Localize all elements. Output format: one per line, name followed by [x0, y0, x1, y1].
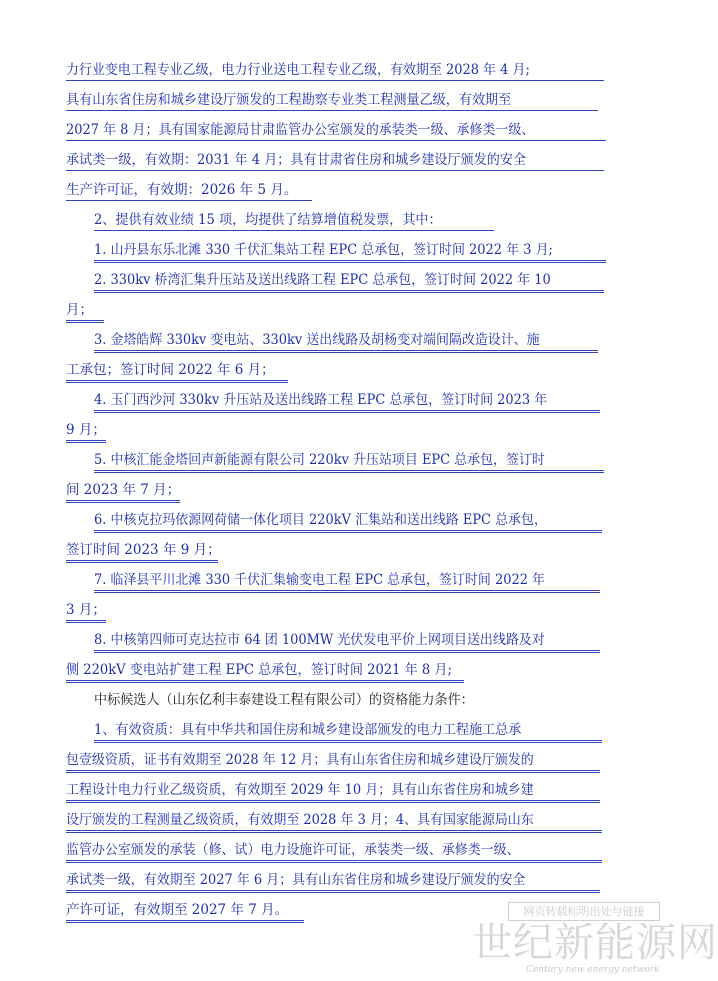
link-underline: [94, 650, 600, 653]
text-line: 1. 山丹县东乐北滩 330 千伏汇集站工程 EPC 总承包，签订时间 2022 年 3 月;: [94, 242, 553, 258]
watermark-logo-text: 世纪新能源网: [472, 920, 718, 966]
text-line: 设厅颁发的工程测量乙级资质，有效期至 2028 年 3 月；4、具有国家能源局山东: [66, 812, 534, 828]
text-line: 5. 中核汇能金塔回声新能源有限公司 220kv 升压站项目 EPC 总承包，签订时: [94, 452, 545, 468]
link-underline: [66, 170, 604, 171]
text-line: 月；: [66, 302, 93, 318]
link-underline: [66, 560, 218, 563]
link-underline: [66, 620, 106, 623]
text-line: 2. 330kv 桥湾汇集升压站及送出线路工程 EPC 总承包，签订时间 2022 年 10: [94, 272, 551, 288]
text-line: 承试类一级，有效期：2031 年 4 月；具有甘肃省住房和城乡建设厅颁发的安全: [66, 152, 527, 168]
text-line: 6. 中核克拉玛依源网荷储一体化项目 220kV 汇集站和送出线路 EPC 总承包，: [94, 512, 547, 528]
link-underline: [66, 440, 106, 443]
text-line: 承试类一级，有效期至 2027 年 6 月；具有山东省住房和城乡建设厅颁发的安全: [66, 872, 526, 888]
text-line: 中标候选人（山东亿利丰泰建设工程有限公司）的资格能力条件：: [94, 692, 474, 708]
text-line: 9 月；: [66, 422, 106, 438]
text-line: 1、有效资质：具有中华共和国住房和城乡建设部颁发的电力工程施工总承: [94, 722, 522, 738]
link-underline: [66, 680, 464, 683]
link-underline: [94, 230, 494, 231]
link-underline: [66, 110, 598, 111]
link-underline: [94, 530, 602, 533]
text-line: 侧 220kV 变电站扩建工程 EPC 总承包，签订时间 2021 年 8 月;: [66, 662, 452, 678]
link-underline: [66, 860, 602, 863]
watermark-subtitle: Century new energy network: [526, 965, 660, 975]
text-line: 生产许可证，有效期：2026 年 5 月。: [66, 182, 298, 198]
link-underline: [94, 740, 602, 743]
link-underline: [66, 830, 602, 833]
link-underline: [66, 770, 600, 773]
link-underline: [66, 380, 288, 383]
text-line: 间 2023 年 7 月；: [66, 482, 181, 498]
text-line: 签订时间 2023 年 9 月；: [66, 542, 221, 558]
link-underline: [66, 140, 606, 141]
text-line: 包壹级资质，证书有效期至 2028 年 12 月；具有山东省住房和城乡建设厅颁发的: [66, 752, 534, 768]
link-underline: [66, 890, 600, 893]
link-underline: [66, 200, 312, 201]
text-line: 2027 年 8 月；具有国家能源局甘肃监管办公室颁发的承装类一级、承修类一级、: [66, 122, 535, 138]
link-underline: [94, 470, 604, 473]
link-underline: [94, 290, 604, 293]
text-line: 3 月；: [66, 602, 106, 618]
text-line: 8. 中核第四师可克达拉市 64 团 100MW 光伏发电平价上网项目送出线路及对: [94, 632, 545, 648]
text-line: 具有山东省住房和城乡建设厅颁发的工程勘察专业类工程测量乙级，有效期至: [66, 92, 512, 108]
link-underline: [66, 500, 180, 503]
link-underline: [94, 350, 598, 353]
text-line: 7. 临泽县平川北滩 330 千伏汇集输变电工程 EPC 总承包，签订时间 2022 年: [94, 572, 546, 588]
watermark-notice: 网页转载标明出处与链接: [508, 902, 660, 921]
text-line: 工承包；签订时间 2022 年 6 月；: [66, 362, 275, 378]
link-underline: [94, 410, 600, 413]
text-line: 2、提供有效业绩 15 项，均提供了结算增值税发票，其中：: [94, 212, 442, 228]
link-underline: [66, 320, 104, 323]
link-underline: [66, 800, 600, 803]
text-line: 监管办公室颁发的承装（修、试）电力设施许可证，承装类一级、承修类一级、: [66, 842, 520, 858]
link-underline: [94, 260, 606, 263]
link-underline: [66, 80, 604, 81]
text-line: 3. 金塔皓辉 330kv 变电站、330kv 送出线路及胡杨变对端间隔改造设计、施: [94, 332, 540, 348]
text-line: 工程设计电力行业乙级资质，有效期至 2029 年 10 月；具有山东省住房和城乡建: [66, 782, 534, 798]
link-underline: [94, 590, 600, 593]
text-line: 4. 玉门西沙河 330kv 升压站及送出线路工程 EPC 总承包，签订时间 2023 年: [94, 392, 548, 408]
site-watermark: [462, 902, 718, 981]
link-underline: [66, 920, 304, 923]
text-line: 力行业变电工程专业乙级，电力行业送电工程专业乙级，有效期至 2028 年 4 月;: [66, 62, 530, 78]
text-line: 产许可证，有效期至 2027 年 7 月。: [66, 902, 289, 918]
